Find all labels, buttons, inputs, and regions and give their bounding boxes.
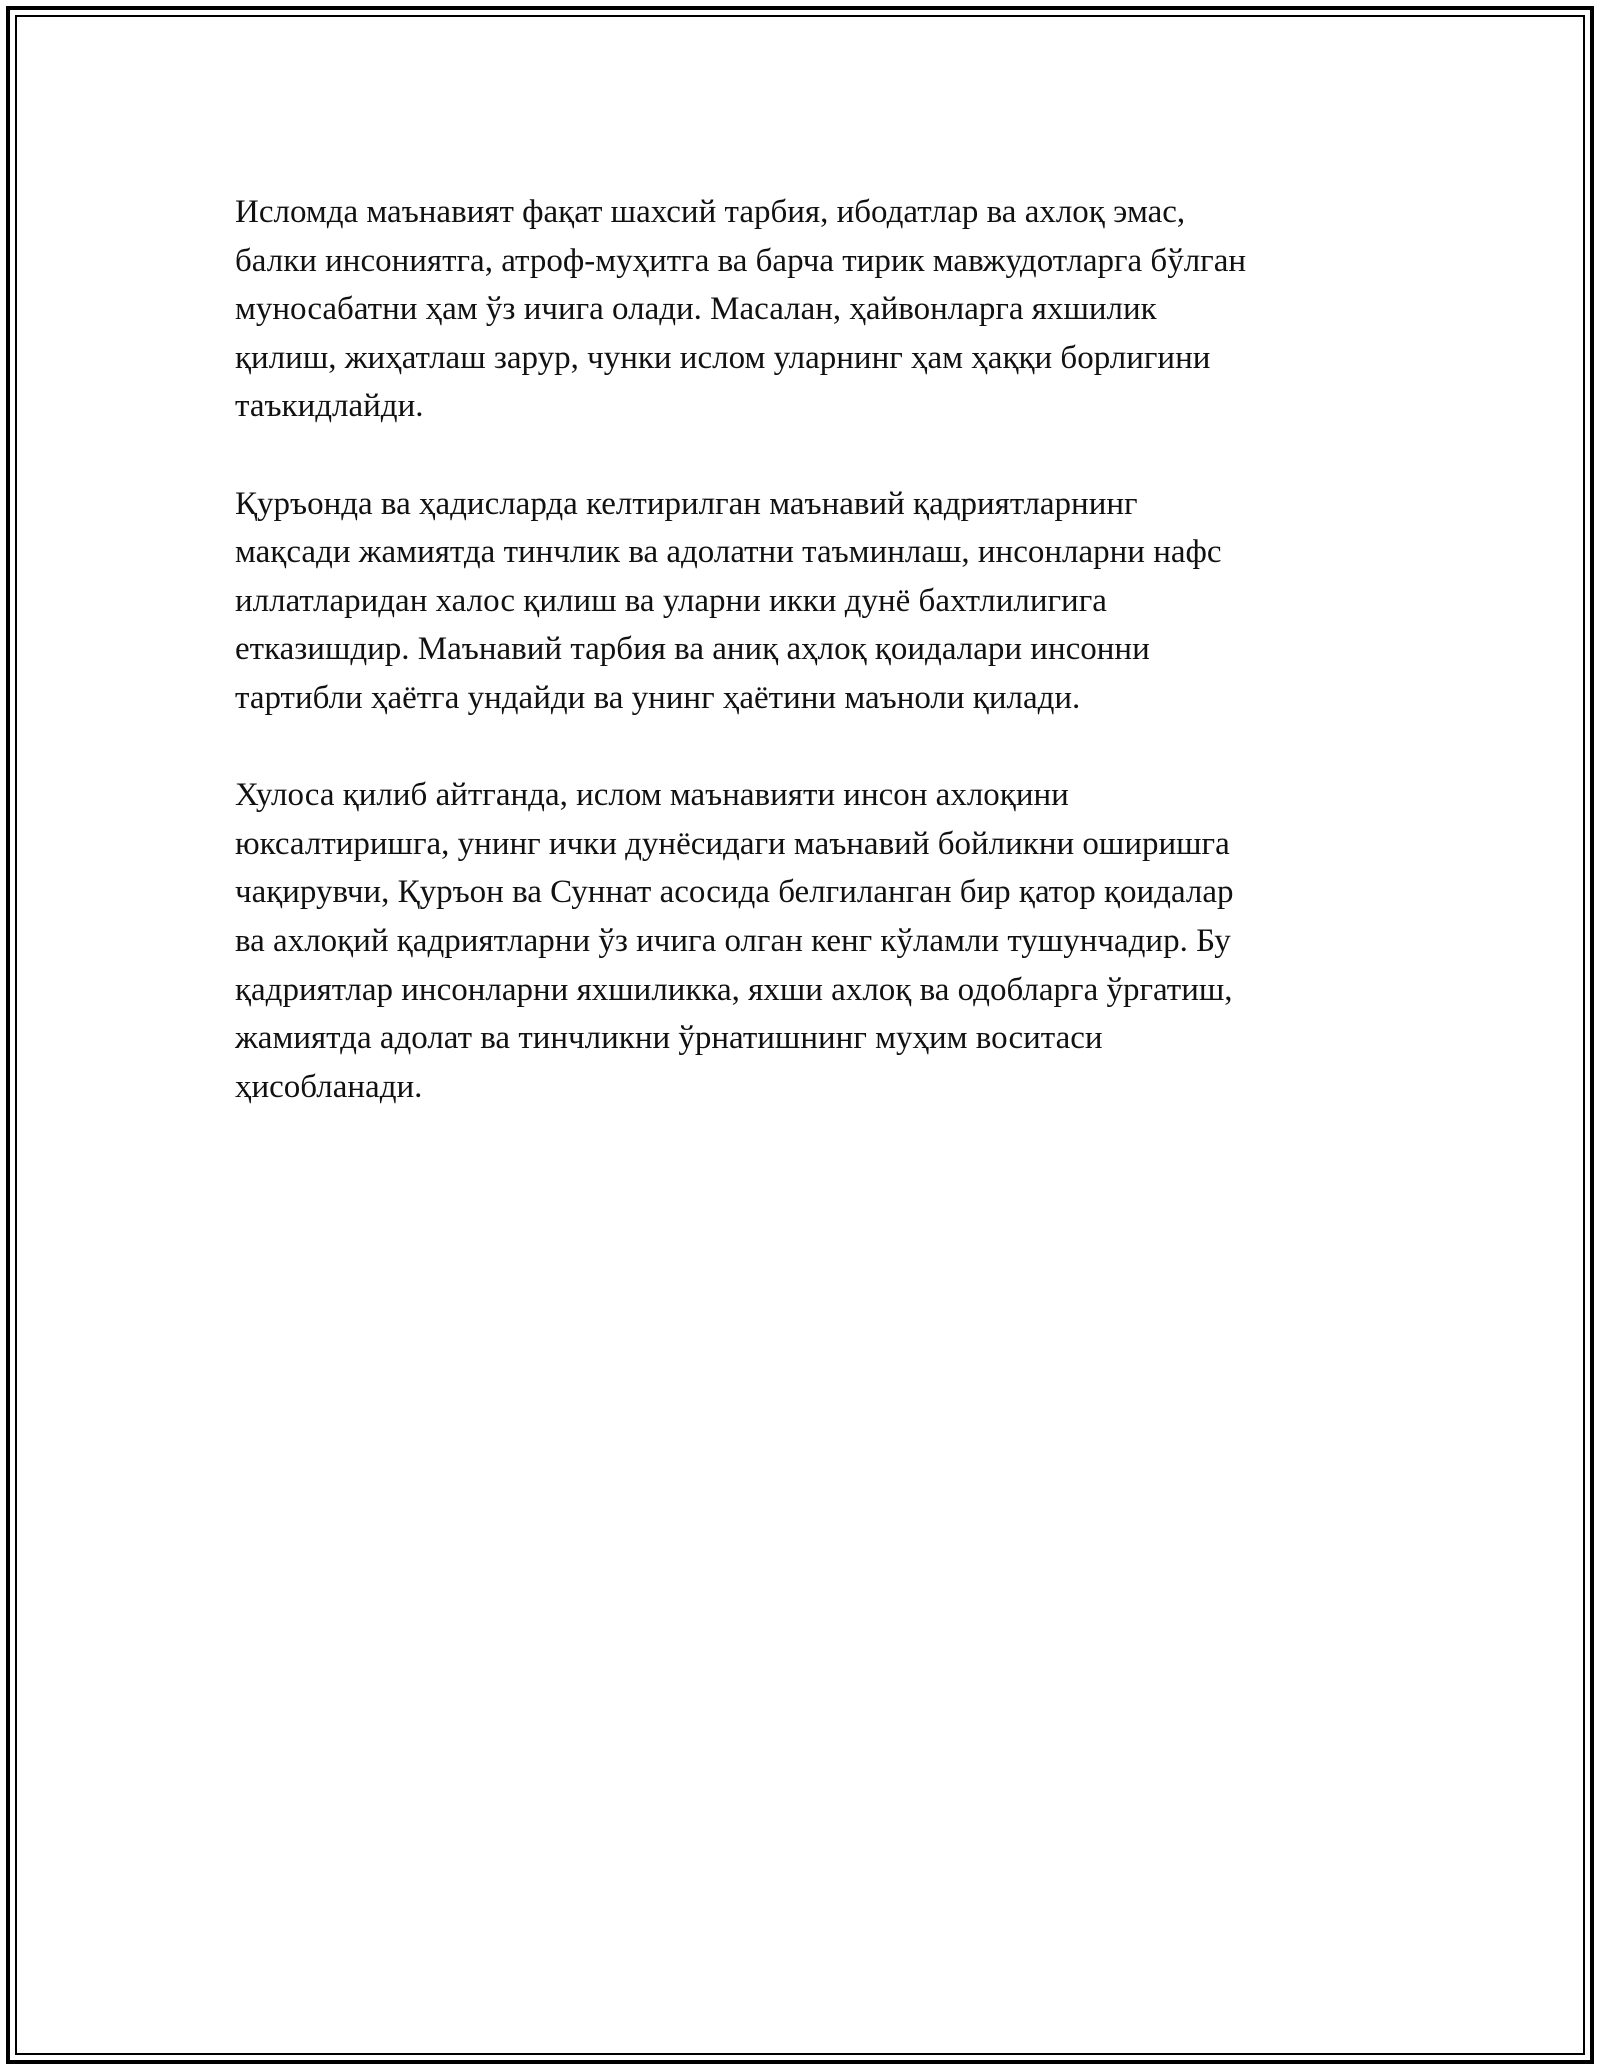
paragraph-1 — [235, 188, 1370, 431]
paragraph-3 — [235, 771, 1370, 1111]
text-line: муносабатни ҳам ўз ичига олади. Масалан, ҳайвонларга яхшилик — [235, 291, 1157, 328]
text-line: балки инсониятга, атроф-муҳитга ва барча тирик мавжудотларга бўлган — [235, 242, 1247, 279]
text-line: ҳисобланади. — [235, 1068, 423, 1105]
text-line: чақирувчи, Қуръон ва Суннат асосида белгиланган бир қатор қоидалар — [235, 874, 1234, 911]
text-line: иллатларидан халос қилиш ва уларни икки дунё бахтлилигига — [235, 582, 1107, 619]
text-line: Қуръонда ва ҳадисларда келтирилган маънавий қадриятларнинг — [235, 485, 1138, 522]
text-line: Хулоса қилиб айтганда, ислом маънавияти инсон ахлоқини — [235, 777, 1069, 814]
text-line: қадриятлар инсонларни яхшиликка, яхши ахлоқ ва одобларга ўргатиш, — [235, 971, 1233, 1008]
text-line: Исломда маънавият фақат шахсий тарбия, ибодатлар ва ахлоқ эмас, — [235, 194, 1186, 230]
text-line: қилиш, жиҳатлаш зарур, чунки ислом уларнинг ҳам ҳаққи борлигини — [235, 339, 1211, 376]
paragraph-2 — [235, 480, 1370, 723]
text-line: жамиятда адолат ва тинчликни ўрнатишнинг муҳим воситаси — [235, 1020, 1103, 1057]
document-body — [235, 188, 1370, 1111]
text-line: етказишдир. Маънавий тарбия ва аниқ аҳлоқ қоидалари инсонни — [235, 631, 1150, 668]
text-line: таъкидлайди. — [235, 388, 424, 425]
paragraph-spacer — [235, 723, 1370, 772]
text-line: мақсади жамиятда тинчлик ва адолатни таъминлаш, инсонларни нафс — [235, 534, 1222, 571]
paragraph-spacer — [235, 431, 1370, 480]
text-line: тартибли ҳаётга ундайди ва унинг ҳаётини маъноли қилади. — [235, 679, 1081, 716]
text-line: ва ахлоқий қадриятларни ўз ичига олган кенг кўламли тушунчадир. Бу — [235, 922, 1231, 959]
text-line: юксалтиришга, унинг ички дунёсидаги маънавий бойликни оширишга — [235, 825, 1230, 862]
